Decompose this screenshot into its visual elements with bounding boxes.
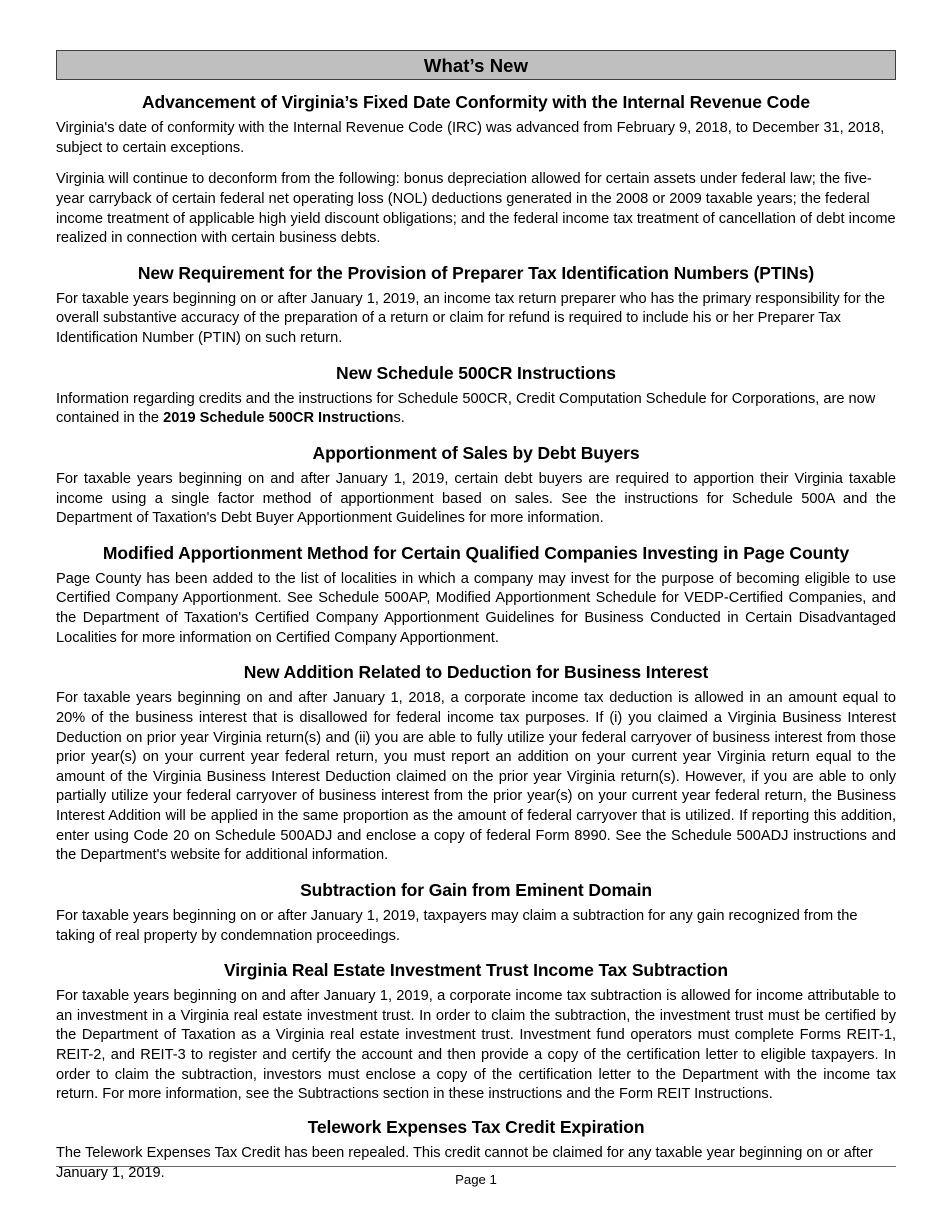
whats-new-banner: What’s New (56, 50, 896, 80)
heading-apportionment-of-sales-by-debt-buyers: Apportionment of Sales by Debt Buyers (312, 442, 640, 463)
footer-page-number: Page 1 (455, 1172, 497, 1187)
heading-virginia-reit-income-tax-subtraction: Virginia Real Estate Investment Trust Income Tax Subtraction (224, 960, 728, 981)
paragraph-ptin-1: For taxable years beginning on or after January 1, 2019, an income tax return preparer who has the primary responsibility for the overall substantive accuracy of the preparation of a return or claim for refund is required to include his or her Preparer Tax Identification Number (PTIN) on such return. (56, 290, 886, 346)
paragraph-500cr-text-before: Information regarding credits and the instructions for Schedule 500CR, Credit Computation Schedule for Corporations, are now contained in the (56, 390, 876, 427)
paragraph-conformity-2: Virginia will continue to deconform from the following: bonus depreciation allowed for certain assets under federal law; the five-year carryback of certain federal net operating loss (NOL) deductions generated in the 2008 or 2009 taxable years; the federal income treatment of applicable high yield discount obligations; and the federal income tax treatment of cancellation of debt income realized in connection with certain business debts. (56, 171, 896, 247)
heading-preparer-tax-identification-numbers: New Requirement for the Provision of Preparer Tax Identification Numbers (PTINs) (137, 262, 815, 283)
paragraph-500cr-text-after: s. (393, 410, 405, 427)
paragraph-500cr-bold-reference: 2019 Schedule 500CR Instruction (163, 410, 394, 427)
document-content (56, 50, 896, 1195)
paragraph-business-interest-1: For taxable years beginning on and after January 1, 2018, a corporate income tax deduction is allowed in an amount equal to 20% of the business interest that is disallowed for federal income tax purposes. If (i) you claimed a Virginia Business Interest Deduction on prior year Virginia return(s) and (ii) you are able to fully utilize your federal carryover of business interest from those prior year(s) on your current year federal return, you must report an addition on your current year Virginia return equal to the amount of the Virginia Business Interest Deduction claimed on the prior year Virginia return(s). However, if you are able to only partially utilize your federal carryover of business interest from the prior year(s) on your current year federal return, the Business Interest Addition will be applied in the same proportion as the amount of federal carryover that is utilized. If reporting this addition, enter using Code 20 on Schedule 500ADJ and enclose a copy of federal Form 8990. See the Schedule 500ADJ instructions and the Department's website for additional information. (56, 690, 896, 864)
paragraph-debt-buyers-1: For taxable years beginning on and after January 1, 2019, certain debt buyers are required to apportion their Virginia taxable income using a single factor method of apportionment based on sales. See the instructions for Schedule 500A and the Department of Taxation's Debt Buyer Apportionment Guidelines for more information. (56, 470, 896, 527)
heading-telework-expenses-tax-credit-expiration: Telework Expenses Tax Credit Expiration (307, 1116, 645, 1137)
heading-subtraction-eminent-domain: Subtraction for Gain from Eminent Domain (300, 879, 652, 900)
paragraph-telework-1: The Telework Expenses Tax Credit has been repealed. This credit cannot be claimed for any taxable year beginning on or after January 1, 2019. (56, 1144, 873, 1181)
heading-fixed-date-conformity: Advancement of Virginia’s Fixed Date Conformity with the Internal Revenue Code (141, 92, 811, 112)
heading-modified-apportionment-page-county: Modified Apportionment Method for Certain Qualified Companies Investing in Page County (102, 542, 850, 563)
heading-new-addition-business-interest: New Addition Related to Deduction for Business Interest (243, 662, 709, 683)
paragraph-schedule-500cr-1 (56, 390, 896, 429)
paragraph-page-county-1: Page County has been added to the list of localities in which a company may invest for the purpose of becoming eligible to use Certified Company Apportionment. See Schedule 500AP, Modified Apportionment Schedule for VEDP-Certified Companies, and the Department of Taxation's Certified Company Apportionment Guidelines for Business Conducted in Certain Disadvantaged Localities for more information on Certified Company Apportionment. (56, 570, 896, 646)
page-footer (56, 1166, 896, 1188)
paragraph-eminent-domain-1: For taxable years beginning on or after January 1, 2019, taxpayers may claim a subtraction for any gain recognized from the taking of real property by condemnation proceedings. (56, 907, 858, 944)
heading-new-schedule-500cr-instructions: New Schedule 500CR Instructions (336, 362, 616, 383)
footer-divider (56, 1166, 896, 1167)
paragraph-conformity-1: Virginia's date of conformity with the Internal Revenue Code (IRC) was advanced from February 9, 2018, to December 31, 2018, subject to certain exceptions. (56, 120, 885, 156)
paragraph-reit-1: For taxable years beginning on and after January 1, 2019, a corporate income tax subtraction is allowed for income attributable to an investment in a Virginia real estate investment trust. In order to claim the subtraction, the investment trust must be certified by the Department of Taxation as a Virginia real estate investment trust. Investment fund operators must complete Forms REIT-1, REIT-2, and REIT-3 to register and certify the account and then provide a copy of the certification letter to eligible taxpayers. In order to claim the subtraction, investors must enclose a copy of the certification letter to the Department with the income tax return. For more information, see the Subtractions section in these instructions and the Form REIT Instructions. (56, 988, 896, 1103)
